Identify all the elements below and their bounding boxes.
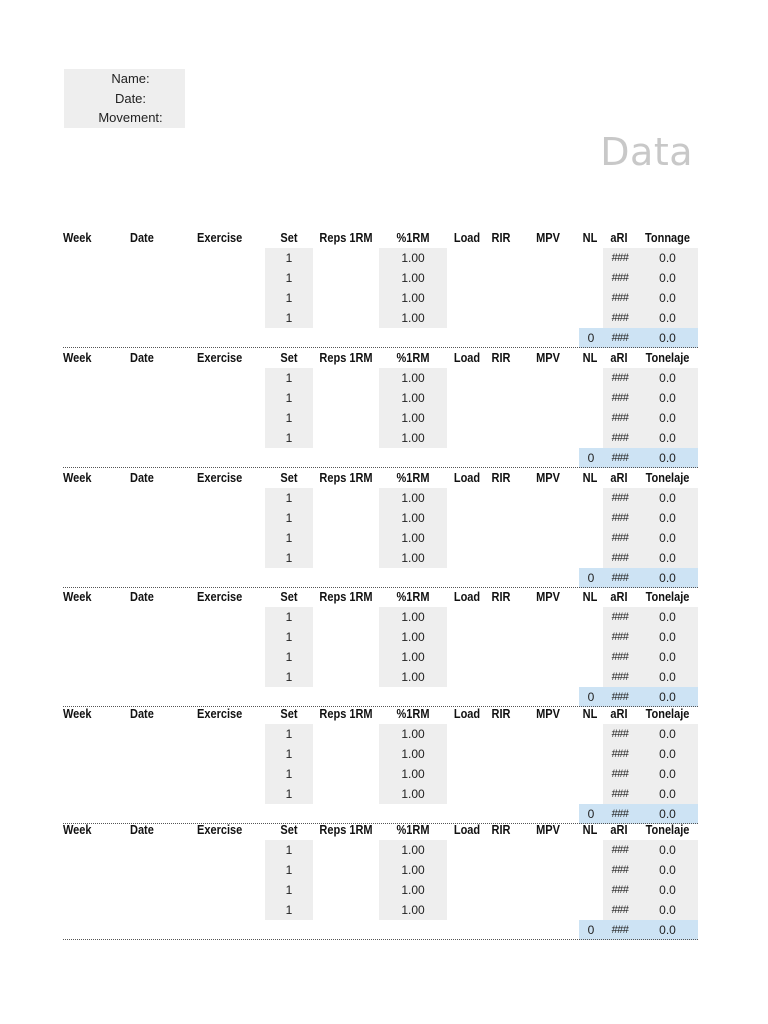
set-row: [63, 308, 698, 328]
ari-cell: ###: [603, 528, 637, 548]
total-row: [63, 920, 698, 940]
ari-cell: ###: [603, 368, 637, 388]
total-ari-cell: ###: [603, 687, 637, 707]
tonnage-cell: 0.0: [637, 880, 698, 900]
tonnage-cell: 0.0: [637, 647, 698, 667]
header-col-week: Week: [63, 707, 92, 721]
header-col-tonnage: Tonelaje: [645, 707, 690, 721]
header-col-pct-1rm: %1RM: [396, 707, 430, 721]
set-row: [63, 744, 698, 764]
header-col-exercise: Exercise: [197, 590, 243, 604]
session-block: [63, 468, 698, 588]
pct-1rm-cell: 1.00: [379, 548, 447, 568]
date-label: Date:: [114, 90, 147, 106]
header-col-load: Load: [453, 823, 481, 837]
tonnage-cell: 0.0: [637, 248, 698, 268]
set-row: [63, 667, 698, 687]
header-col-reps-1rm: Reps 1RM: [319, 823, 373, 837]
header-col-nl: NL: [582, 707, 598, 721]
header-row: [63, 820, 698, 840]
block-separator: [63, 939, 698, 940]
header-col-mpv: MPV: [536, 351, 560, 365]
ari-cell: ###: [603, 764, 637, 784]
total-tonnage-cell: 0.0: [637, 687, 698, 707]
header-col-week: Week: [63, 351, 92, 365]
header-col-exercise: Exercise: [197, 471, 243, 485]
pct-1rm-cell: 1.00: [379, 724, 447, 744]
set-cell: 1: [265, 784, 313, 804]
total-ari-cell: ###: [603, 328, 637, 348]
tonnage-cell: 0.0: [637, 840, 698, 860]
pct-1rm-cell: 1.00: [379, 607, 447, 627]
tonnage-cell: 0.0: [637, 764, 698, 784]
header-col-exercise: Exercise: [197, 351, 243, 365]
header-col-set: Set: [280, 590, 298, 604]
header-col-reps-1rm: Reps 1RM: [319, 231, 373, 245]
ari-cell: ###: [603, 880, 637, 900]
set-row: [63, 840, 698, 860]
header-col-week: Week: [63, 590, 92, 604]
ari-cell: ###: [603, 408, 637, 428]
set-cell: 1: [265, 607, 313, 627]
set-cell: 1: [265, 528, 313, 548]
header-row: [63, 348, 698, 368]
header-col-reps-1rm: Reps 1RM: [319, 707, 373, 721]
header-col-week: Week: [63, 823, 92, 837]
total-ari-cell: ###: [603, 920, 637, 940]
tonnage-cell: 0.0: [637, 428, 698, 448]
header-col-date: Date: [130, 351, 154, 365]
pct-1rm-cell: 1.00: [379, 840, 447, 860]
header-col-mpv: MPV: [536, 590, 560, 604]
ari-cell: ###: [603, 900, 637, 920]
set-cell: 1: [265, 368, 313, 388]
total-nl-cell: 0: [579, 920, 603, 940]
total-tonnage-cell: 0.0: [637, 448, 698, 468]
header-col-tonnage: Tonelaje: [645, 351, 690, 365]
header-col-tonnage: Tonelaje: [645, 590, 690, 604]
ari-cell: ###: [603, 840, 637, 860]
set-cell: 1: [265, 288, 313, 308]
set-cell: 1: [265, 388, 313, 408]
set-row: [63, 528, 698, 548]
tonnage-cell: 0.0: [637, 860, 698, 880]
set-cell: 1: [265, 308, 313, 328]
header-col-pct-1rm: %1RM: [396, 471, 430, 485]
total-ari-cell: ###: [603, 568, 637, 588]
pct-1rm-cell: 1.00: [379, 647, 447, 667]
total-tonnage-cell: 0.0: [637, 920, 698, 940]
total-nl-cell: 0: [579, 448, 603, 468]
header-col-ari: aRI: [610, 471, 628, 485]
pct-1rm-cell: 1.00: [379, 508, 447, 528]
header-col-date: Date: [130, 471, 154, 485]
set-row: [63, 248, 698, 268]
pct-1rm-cell: 1.00: [379, 288, 447, 308]
tonnage-cell: 0.0: [637, 308, 698, 328]
header-row: [63, 587, 698, 607]
pct-1rm-cell: 1.00: [379, 900, 447, 920]
header-col-pct-1rm: %1RM: [396, 351, 430, 365]
header-col-ari: aRI: [610, 823, 628, 837]
header-col-ari: aRI: [610, 590, 628, 604]
pct-1rm-cell: 1.00: [379, 268, 447, 288]
header-col-mpv: MPV: [536, 823, 560, 837]
header-col-exercise: Exercise: [197, 823, 243, 837]
ari-cell: ###: [603, 488, 637, 508]
name-label: Name:: [111, 71, 150, 86]
header-col-nl: NL: [582, 351, 598, 365]
pct-1rm-cell: 1.00: [379, 528, 447, 548]
header-row: [63, 704, 698, 724]
set-row: [63, 784, 698, 804]
session-block: [63, 820, 698, 940]
set-cell: 1: [265, 724, 313, 744]
session-block: [63, 587, 698, 707]
session-block: [63, 228, 698, 348]
header-col-set: Set: [280, 231, 298, 245]
set-row: [63, 724, 698, 744]
set-cell: 1: [265, 508, 313, 528]
header-col-rir: RIR: [491, 231, 511, 245]
header-col-rir: RIR: [491, 471, 511, 485]
set-cell: 1: [265, 428, 313, 448]
tonnage-cell: 0.0: [637, 368, 698, 388]
header-col-reps-1rm: Reps 1RM: [319, 471, 373, 485]
header-col-pct-1rm: %1RM: [396, 823, 430, 837]
pct-1rm-cell: 1.00: [379, 388, 447, 408]
ari-cell: ###: [603, 627, 637, 647]
set-row: [63, 408, 698, 428]
header-col-load: Load: [453, 231, 481, 245]
header-col-rir: RIR: [491, 590, 511, 604]
tonnage-cell: 0.0: [637, 528, 698, 548]
pct-1rm-cell: 1.00: [379, 488, 447, 508]
header-col-exercise: Exercise: [197, 707, 243, 721]
tonnage-cell: 0.0: [637, 488, 698, 508]
set-row: [63, 488, 698, 508]
header-col-mpv: MPV: [536, 707, 560, 721]
set-row: [63, 647, 698, 667]
header-col-ari: aRI: [610, 707, 628, 721]
set-cell: 1: [265, 248, 313, 268]
ari-cell: ###: [603, 308, 637, 328]
set-row: [63, 627, 698, 647]
set-cell: 1: [265, 840, 313, 860]
set-row: [63, 880, 698, 900]
header-col-load: Load: [453, 471, 481, 485]
set-row: [63, 860, 698, 880]
tonnage-cell: 0.0: [637, 508, 698, 528]
pct-1rm-cell: 1.00: [379, 880, 447, 900]
header-col-date: Date: [130, 707, 154, 721]
header-col-load: Load: [453, 590, 481, 604]
set-cell: 1: [265, 880, 313, 900]
athlete-info-box: [64, 69, 185, 128]
session-block: [63, 348, 698, 468]
tonnage-cell: 0.0: [637, 288, 698, 308]
tonnage-cell: 0.0: [637, 548, 698, 568]
pct-1rm-cell: 1.00: [379, 667, 447, 687]
total-row: [63, 568, 698, 588]
header-col-tonnage: Tonnage: [644, 231, 691, 245]
pct-1rm-cell: 1.00: [379, 784, 447, 804]
header-col-date: Date: [130, 590, 154, 604]
tonnage-cell: 0.0: [637, 784, 698, 804]
pct-1rm-cell: 1.00: [379, 744, 447, 764]
set-row: [63, 607, 698, 627]
set-row: [63, 900, 698, 920]
header-col-date: Date: [130, 823, 154, 837]
set-row: [63, 428, 698, 448]
set-cell: 1: [265, 627, 313, 647]
header-col-date: Date: [130, 231, 154, 245]
pct-1rm-cell: 1.00: [379, 368, 447, 388]
ari-cell: ###: [603, 860, 637, 880]
header-col-tonnage: Tonelaje: [645, 471, 690, 485]
tonnage-cell: 0.0: [637, 268, 698, 288]
set-cell: 1: [265, 647, 313, 667]
total-tonnage-cell: 0.0: [637, 568, 698, 588]
total-ari-cell: ###: [603, 804, 637, 824]
set-row: [63, 268, 698, 288]
set-cell: 1: [265, 744, 313, 764]
total-row: [63, 448, 698, 468]
header-col-tonnage: Tonelaje: [645, 823, 690, 837]
pct-1rm-cell: 1.00: [379, 428, 447, 448]
ari-cell: ###: [603, 647, 637, 667]
ari-cell: ###: [603, 268, 637, 288]
tonnage-cell: 0.0: [637, 408, 698, 428]
total-nl-cell: 0: [579, 687, 603, 707]
ari-cell: ###: [603, 428, 637, 448]
header-col-rir: RIR: [491, 351, 511, 365]
set-cell: 1: [265, 548, 313, 568]
set-cell: 1: [265, 408, 313, 428]
header-col-set: Set: [280, 351, 298, 365]
pct-1rm-cell: 1.00: [379, 627, 447, 647]
header-col-pct-1rm: %1RM: [396, 231, 430, 245]
ari-cell: ###: [603, 288, 637, 308]
total-tonnage-cell: 0.0: [637, 804, 698, 824]
ari-cell: ###: [603, 388, 637, 408]
header-col-set: Set: [280, 823, 298, 837]
set-cell: 1: [265, 764, 313, 784]
page-title: Data: [600, 130, 693, 174]
header-col-nl: NL: [582, 231, 598, 245]
pct-1rm-cell: 1.00: [379, 860, 447, 880]
header-col-load: Load: [453, 707, 481, 721]
header-col-nl: NL: [582, 823, 598, 837]
pct-1rm-cell: 1.00: [379, 764, 447, 784]
header-col-ari: aRI: [610, 351, 628, 365]
tonnage-cell: 0.0: [637, 388, 698, 408]
total-ari-cell: ###: [603, 448, 637, 468]
total-nl-cell: 0: [579, 804, 603, 824]
tonnage-cell: 0.0: [637, 667, 698, 687]
ari-cell: ###: [603, 667, 637, 687]
tonnage-cell: 0.0: [637, 724, 698, 744]
set-cell: 1: [265, 488, 313, 508]
header-col-week: Week: [63, 471, 92, 485]
tonnage-cell: 0.0: [637, 607, 698, 627]
ari-cell: ###: [603, 724, 637, 744]
pct-1rm-cell: 1.00: [379, 408, 447, 428]
total-nl-cell: 0: [579, 568, 603, 588]
header-col-nl: NL: [582, 590, 598, 604]
pct-1rm-cell: 1.00: [379, 308, 447, 328]
header-row: [63, 228, 698, 248]
ari-cell: ###: [603, 744, 637, 764]
session-block: [63, 704, 698, 824]
header-col-rir: RIR: [491, 707, 511, 721]
total-nl-cell: 0: [579, 328, 603, 348]
set-row: [63, 764, 698, 784]
header-col-set: Set: [280, 707, 298, 721]
set-cell: 1: [265, 667, 313, 687]
header-col-reps-1rm: Reps 1RM: [319, 590, 373, 604]
header-col-ari: aRI: [610, 231, 628, 245]
header-col-reps-1rm: Reps 1RM: [319, 351, 373, 365]
tonnage-cell: 0.0: [637, 744, 698, 764]
header-col-load: Load: [453, 351, 481, 365]
pct-1rm-cell: 1.00: [379, 248, 447, 268]
set-row: [63, 368, 698, 388]
movement-label: Movement:: [98, 110, 163, 125]
set-cell: 1: [265, 268, 313, 288]
ari-cell: ###: [603, 548, 637, 568]
header-col-nl: NL: [582, 471, 598, 485]
header-col-rir: RIR: [491, 823, 511, 837]
set-row: [63, 288, 698, 308]
header-col-pct-1rm: %1RM: [396, 590, 430, 604]
tonnage-cell: 0.0: [637, 900, 698, 920]
header-col-exercise: Exercise: [197, 231, 243, 245]
set-row: [63, 388, 698, 408]
header-row: [63, 468, 698, 488]
set-row: [63, 548, 698, 568]
ari-cell: ###: [603, 784, 637, 804]
header-col-mpv: MPV: [536, 231, 560, 245]
tonnage-cell: 0.0: [637, 627, 698, 647]
ari-cell: ###: [603, 508, 637, 528]
set-cell: 1: [265, 860, 313, 880]
header-col-mpv: MPV: [536, 471, 560, 485]
set-cell: 1: [265, 900, 313, 920]
header-col-week: Week: [63, 231, 92, 245]
total-row: [63, 328, 698, 348]
set-row: [63, 508, 698, 528]
ari-cell: ###: [603, 607, 637, 627]
ari-cell: ###: [603, 248, 637, 268]
header-col-set: Set: [280, 471, 298, 485]
total-tonnage-cell: 0.0: [637, 328, 698, 348]
